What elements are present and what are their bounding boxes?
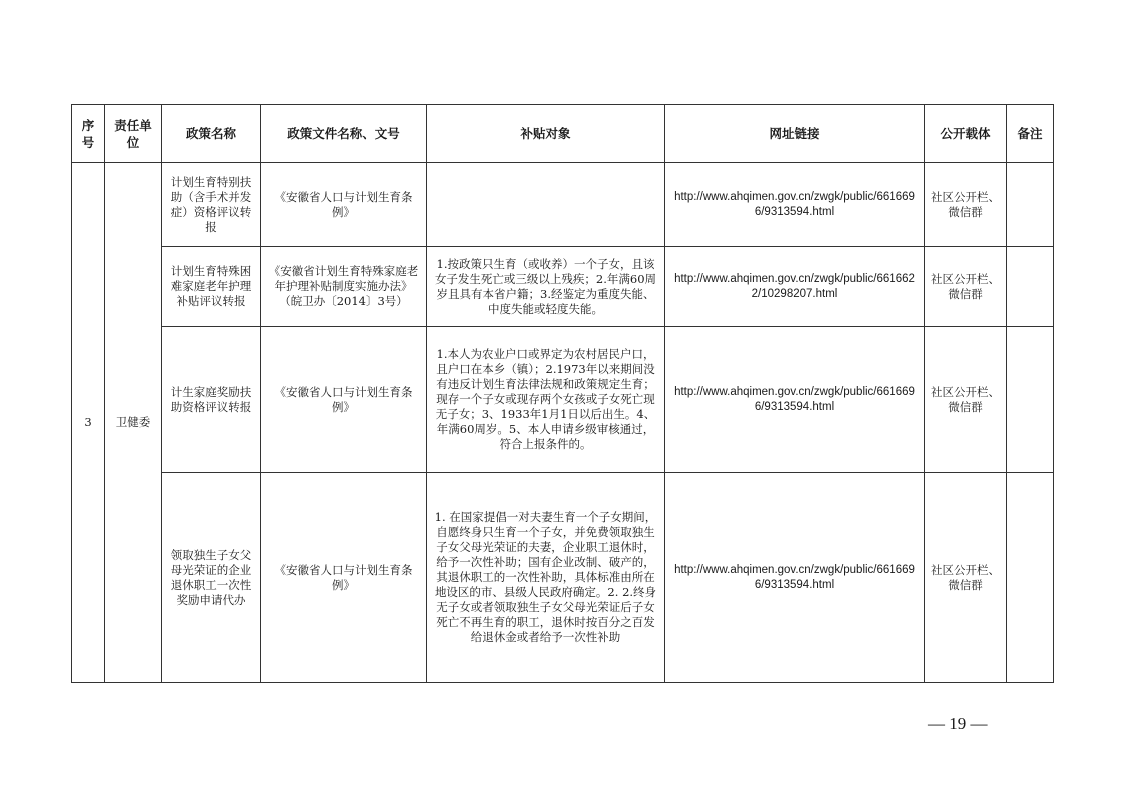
header-url: 网址链接 xyxy=(665,105,925,163)
unit-cell: 卫健委 xyxy=(105,163,162,683)
header-seq: 序号 xyxy=(72,105,105,163)
header-policy: 政策名称 xyxy=(162,105,261,163)
policy-table xyxy=(71,104,1054,683)
document-cell: 《安徽省人口与计划生育条例》 xyxy=(261,163,427,247)
header-document: 政策文件名称、文号 xyxy=(261,105,427,163)
header-remark: 备注 xyxy=(1007,105,1054,163)
document-cell: 《安徽省计划生育特殊家庭老年护理补贴制度实施办法》（皖卫办〔2014〕3号） xyxy=(261,247,427,327)
remark-cell xyxy=(1007,163,1054,247)
url-link[interactable]: http://www.ahqimen.gov.cn/zwgk/public/6616696/9313594.html xyxy=(665,327,925,473)
policy-cell: 计划生育特别扶助（含手术并发症）资格评议转报 xyxy=(162,163,261,247)
carrier-cell: 社区公开栏、微信群 xyxy=(925,247,1007,327)
carrier-cell: 社区公开栏、微信群 xyxy=(925,327,1007,473)
header-target: 补贴对象 xyxy=(427,105,665,163)
target-cell: 1. 在国家提倡一对夫妻生育一个子女期间，自愿终身只生育一个子女，并免费领取独生子女父母光荣证的夫妻，企业职工退休时，给予一次性补助；国有企业改制、破产的，其退休职工的一次性补助，具体标准由所在地设区的市、县级人民政府确定。2. 2.终身无子女或者领取独生子女父母光荣证后子女死亡不再生育的职工，退休时按百分之百发给退休金或者给予一次性补助 xyxy=(427,473,665,683)
header-carrier: 公开载体 xyxy=(925,105,1007,163)
policy-cell: 领取独生子女父母光荣证的企业退休职工一次性奖励申请代办 xyxy=(162,473,261,683)
target-cell xyxy=(427,163,665,247)
url-link[interactable]: http://www.ahqimen.gov.cn/zwgk/public/6616696/9313594.html xyxy=(665,473,925,683)
page-number: — 19 — xyxy=(928,714,988,733)
carrier-cell: 社区公开栏、微信群 xyxy=(925,163,1007,247)
remark-cell xyxy=(1007,247,1054,327)
remark-cell xyxy=(1007,473,1054,683)
policy-cell: 计生家庭奖励扶助资格评议转报 xyxy=(162,327,261,473)
target-cell: 1.本人为农业户口或界定为农村居民户口，且户口在本乡（镇）；2.1973年以来期间没有违反计划生育法律法规和政策规定生育；现存一个子女或现存两个女孩或子女死亡现无子女；3、1933年1月1日以后出生。4、年满60周岁。5、本人申请乡级审核通过，符合上报条件的。 xyxy=(427,327,665,473)
policy-cell: 计划生育特殊困难家庭老年护理补贴评议转报 xyxy=(162,247,261,327)
header-row xyxy=(72,105,1054,163)
table-row xyxy=(72,247,1054,327)
url-link[interactable]: http://www.ahqimen.gov.cn/zwgk/public/6616696/9313594.html xyxy=(665,163,925,247)
table-row xyxy=(72,473,1054,683)
carrier-cell: 社区公开栏、微信群 xyxy=(925,473,1007,683)
header-unit: 责任单位 xyxy=(105,105,162,163)
target-cell: 1.按政策只生育（或收养）一个子女，且该女子发生死亡或三级以上残疾；2.年满60周岁且具有本省户籍；3.经鉴定为重度失能、中度失能或轻度失能。 xyxy=(427,247,665,327)
table-row xyxy=(72,327,1054,473)
url-link[interactable]: http://www.ahqimen.gov.cn/zwgk/public/6616622/10298207.html xyxy=(665,247,925,327)
table-row xyxy=(72,163,1054,247)
document-cell: 《安徽省人口与计划生育条例》 xyxy=(261,327,427,473)
document-cell: 《安徽省人口与计划生育条例》 xyxy=(261,473,427,683)
remark-cell xyxy=(1007,327,1054,473)
seq-cell: 3 xyxy=(72,163,105,683)
